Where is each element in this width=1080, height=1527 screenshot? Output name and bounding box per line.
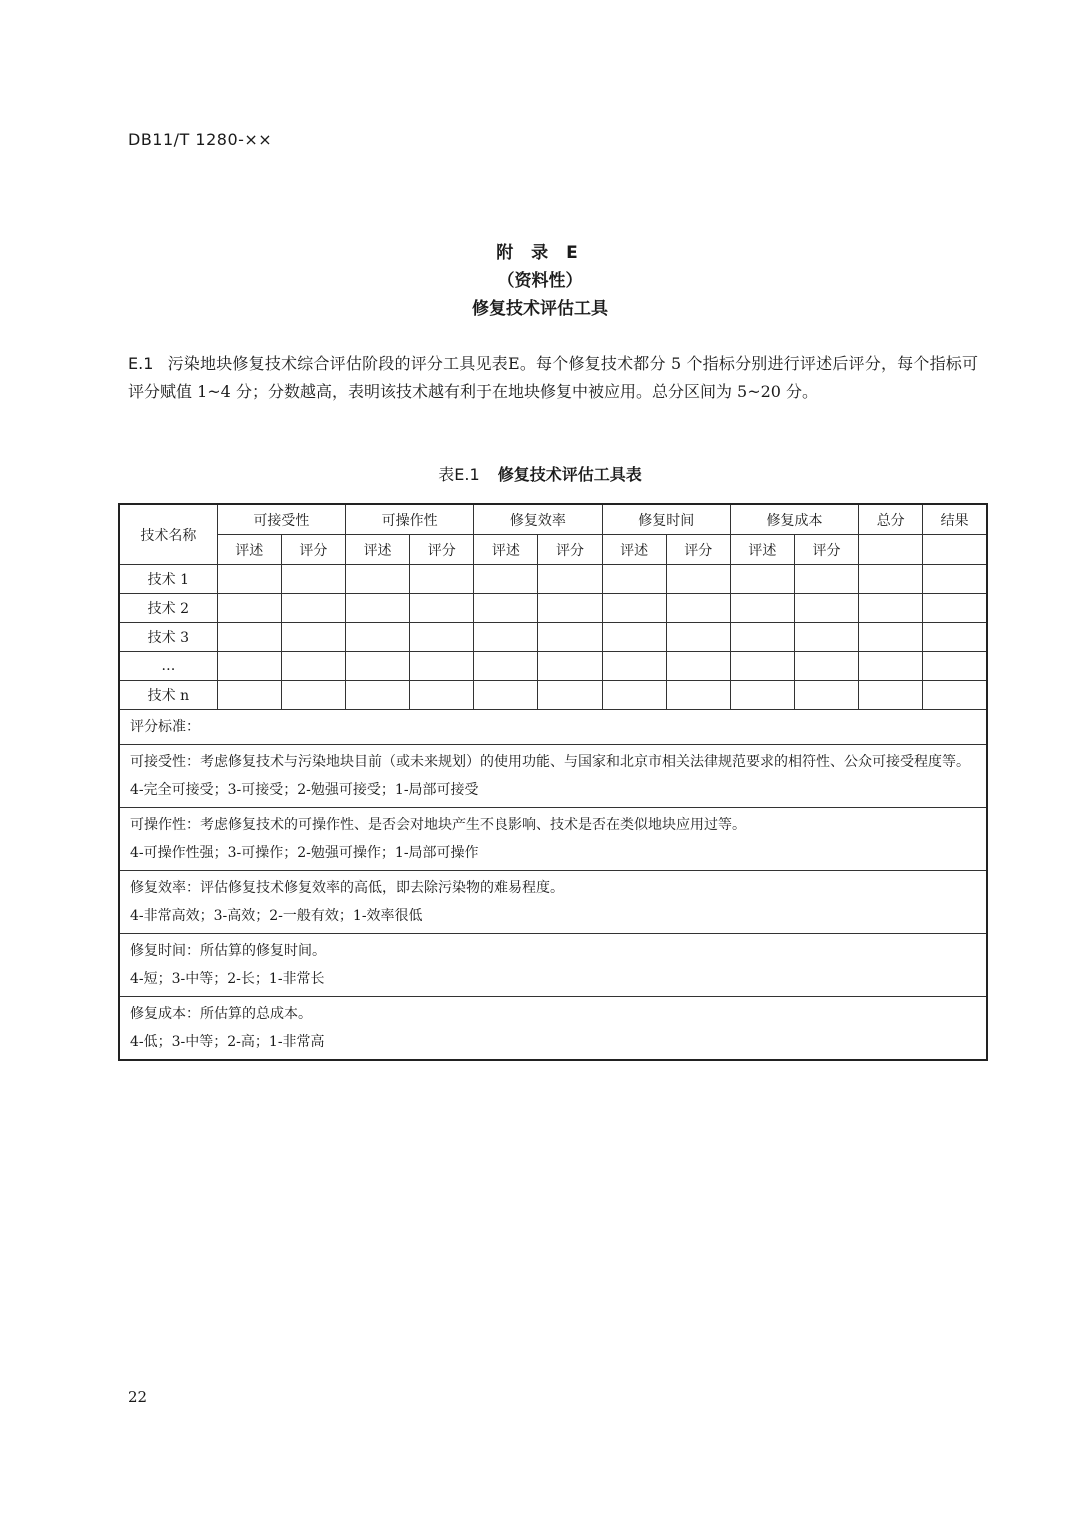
criteria-description: 修复时间：所估算的修复时间。	[130, 943, 326, 959]
empty-cell	[730, 565, 794, 594]
header-indicator: 可接受性	[217, 504, 345, 535]
empty-cell	[730, 594, 794, 623]
header-tech-name: 技术名称	[119, 504, 217, 565]
empty-cell	[217, 594, 281, 623]
subheader-comment: 评述	[217, 535, 281, 565]
empty-cell	[666, 565, 730, 594]
empty-cell	[666, 623, 730, 652]
clause-text: 污染地块修复技术综合评估阶段的评分工具见表E。每个修复技术都分 5 个指标分别进行评述后评分，每个指标可评分赋值 1~4 分；分数越高，表明该技术越有利于在地块修复中被应用。总分区间为 5~20 分。	[128, 354, 978, 401]
subheader-comment: 评述	[346, 535, 410, 565]
empty-cell	[346, 594, 410, 623]
empty-cell	[666, 594, 730, 623]
tech-name-cell: 技术 2	[119, 594, 217, 623]
empty-cell	[538, 652, 602, 681]
empty-cell	[474, 623, 538, 652]
clause-number: E.1	[128, 354, 154, 373]
criteria-row	[119, 934, 987, 997]
empty-cell	[794, 652, 858, 681]
header-indicator: 修复时间	[602, 504, 730, 535]
subheader-comment: 评述	[474, 535, 538, 565]
criteria-scale: 4-低；3-中等；2-高；1-非常高	[130, 1034, 325, 1050]
empty-cell	[602, 681, 666, 710]
empty-cell	[794, 594, 858, 623]
empty-cell	[730, 623, 794, 652]
empty-cell	[666, 681, 730, 710]
criteria-heading: 评分标准：	[119, 710, 987, 745]
empty-cell	[923, 623, 987, 652]
empty-cell	[923, 594, 987, 623]
table-row	[119, 652, 987, 681]
header-result: 结果	[923, 504, 987, 535]
criteria-description: 修复成本：所估算的总成本。	[130, 1006, 312, 1022]
empty-cell	[474, 681, 538, 710]
criteria-row	[119, 808, 987, 871]
table-row	[119, 681, 987, 710]
empty-cell	[538, 594, 602, 623]
empty-cell	[281, 565, 345, 594]
empty-cell	[538, 623, 602, 652]
empty-cell	[474, 652, 538, 681]
subheader-score: 评分	[794, 535, 858, 565]
empty-cell	[346, 623, 410, 652]
criteria-heading-row	[119, 710, 987, 745]
empty-cell	[217, 652, 281, 681]
table-caption-number: 表E.1	[438, 465, 480, 484]
table-row	[119, 594, 987, 623]
empty-cell	[281, 652, 345, 681]
empty-cell	[859, 594, 923, 623]
empty-cell	[859, 623, 923, 652]
empty-cell	[217, 623, 281, 652]
tech-name-cell: …	[119, 652, 217, 681]
empty-cell	[602, 565, 666, 594]
empty-cell	[602, 623, 666, 652]
empty-cell	[923, 681, 987, 710]
appendix-nature: （资料性）	[497, 271, 583, 291]
criteria-row	[119, 997, 987, 1061]
empty-cell	[410, 594, 474, 623]
empty-cell	[730, 681, 794, 710]
empty-cell	[538, 681, 602, 710]
criteria-scale: 4-完全可接受；3-可接受；2-勉强可接受；1-局部可接受	[130, 782, 479, 798]
empty-cell	[602, 652, 666, 681]
empty-cell	[281, 623, 345, 652]
clause-e1	[128, 350, 978, 406]
empty-cell	[538, 565, 602, 594]
table-body	[119, 565, 987, 710]
appendix-name: 修复技术评估工具	[472, 299, 608, 319]
table-row	[119, 565, 987, 594]
tech-name-cell: 技术 1	[119, 565, 217, 594]
empty-cell	[346, 652, 410, 681]
criteria-description: 可操作性：考虑修复技术的可操作性、是否会对地块产生不良影响、技术是否在类似地块应用过等。	[130, 817, 746, 833]
tech-name-cell: 技术 3	[119, 623, 217, 652]
subheader-total-empty	[859, 535, 923, 565]
criteria-description: 修复效率：评估修复技术修复效率的高低，即去除污染物的难易程度。	[130, 880, 564, 896]
table-caption	[0, 462, 1080, 485]
criteria-scale: 4-短；3-中等；2-长；1-非常长	[130, 971, 325, 987]
header-total: 总分	[859, 504, 923, 535]
table-row	[119, 623, 987, 652]
criteria-scale: 4-可操作性强；3-可操作；2-勉强可操作；1-局部可操作	[130, 845, 479, 861]
subheader-score: 评分	[538, 535, 602, 565]
empty-cell	[474, 565, 538, 594]
document-code: DB11/T 1280-××	[128, 130, 273, 149]
empty-cell	[281, 594, 345, 623]
empty-cell	[666, 652, 730, 681]
page-number: 22	[128, 1388, 148, 1406]
empty-cell	[794, 565, 858, 594]
empty-cell	[923, 565, 987, 594]
criteria-row	[119, 745, 987, 808]
empty-cell	[730, 652, 794, 681]
empty-cell	[474, 594, 538, 623]
empty-cell	[217, 681, 281, 710]
subheader-score: 评分	[410, 535, 474, 565]
empty-cell	[794, 623, 858, 652]
subheader-score: 评分	[666, 535, 730, 565]
empty-cell	[410, 652, 474, 681]
empty-cell	[217, 565, 281, 594]
subheader-comment: 评述	[602, 535, 666, 565]
empty-cell	[859, 565, 923, 594]
table-caption-title: 修复技术评估工具表	[497, 465, 642, 484]
subheader-result-empty	[923, 535, 987, 565]
empty-cell	[410, 681, 474, 710]
subheader-score: 评分	[281, 535, 345, 565]
empty-cell	[923, 652, 987, 681]
empty-cell	[346, 565, 410, 594]
empty-cell	[410, 623, 474, 652]
criteria-section	[119, 710, 987, 1061]
evaluation-tool-table	[118, 503, 988, 1061]
criteria-row	[119, 871, 987, 934]
header-indicator: 修复成本	[730, 504, 858, 535]
subheader-comment: 评述	[730, 535, 794, 565]
criteria-scale: 4-非常高效；3-高效；2-一般有效；1-效率很低	[130, 908, 423, 924]
empty-cell	[281, 681, 345, 710]
criteria-description: 可接受性：考虑修复技术与污染地块目前（或未来规划）的使用功能、与国家和北京市相关法律规范要求的相符性、公众可接受程度等。	[130, 754, 970, 770]
empty-cell	[602, 594, 666, 623]
empty-cell	[859, 652, 923, 681]
empty-cell	[859, 681, 923, 710]
empty-cell	[346, 681, 410, 710]
tech-name-cell: 技术 n	[119, 681, 217, 710]
header-indicator: 修复效率	[474, 504, 602, 535]
empty-cell	[410, 565, 474, 594]
appendix-title: 附 录 E	[496, 243, 584, 263]
empty-cell	[794, 681, 858, 710]
header-indicator: 可操作性	[346, 504, 474, 535]
